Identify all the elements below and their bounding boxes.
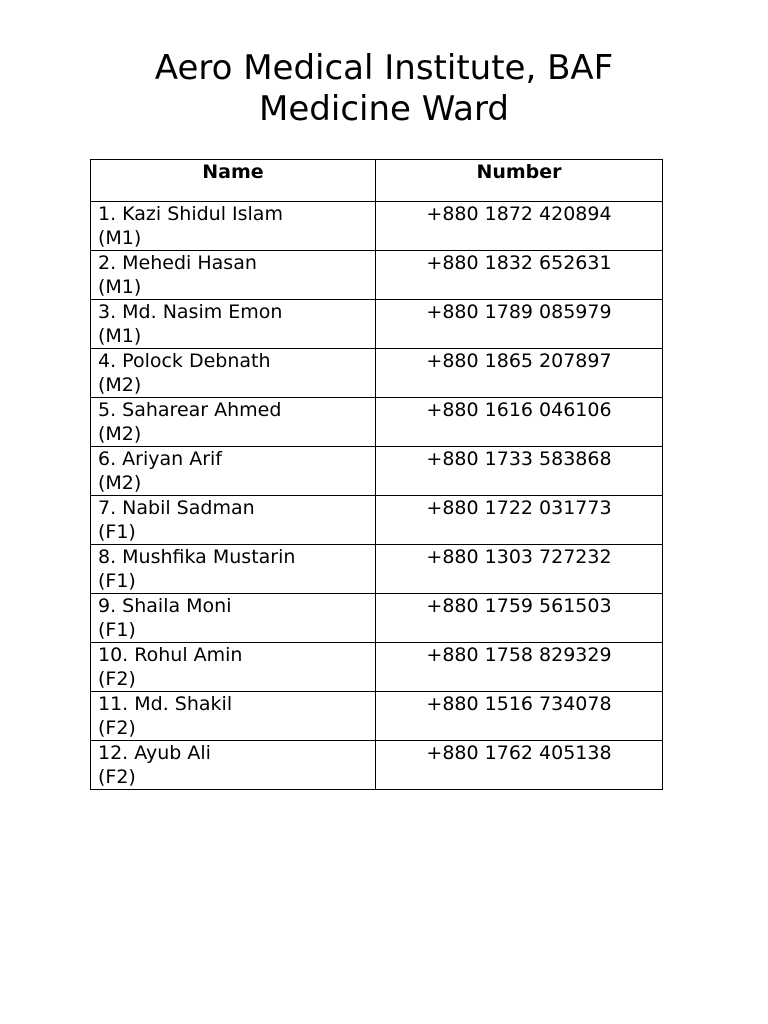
person-name: 2. Mehedi Hasan [98, 252, 257, 274]
table-header-row [91, 160, 663, 202]
person-group: (M1) [98, 227, 142, 249]
name-cell [91, 398, 376, 447]
table-row [91, 398, 663, 447]
phone-number-cell: +880 1789 085979 [376, 300, 663, 349]
name-cell [91, 202, 376, 251]
phone-number-cell: +880 1865 207897 [376, 349, 663, 398]
person-group: (F1) [98, 619, 136, 641]
table-row [91, 594, 663, 643]
phone-number-cell: +880 1616 046106 [376, 398, 663, 447]
person-group: (F2) [98, 766, 136, 788]
name-cell [91, 545, 376, 594]
table-body [91, 202, 663, 790]
person-group: (M2) [98, 423, 142, 445]
person-name: 7. Nabil Sadman [98, 497, 255, 519]
contact-table [90, 159, 663, 790]
phone-number-cell: +880 1762 405138 [376, 741, 663, 790]
name-cell [91, 251, 376, 300]
name-cell [91, 594, 376, 643]
column-header-name: Name [91, 160, 376, 202]
table-row [91, 251, 663, 300]
table-row [91, 447, 663, 496]
page-title: Aero Medical Institute, BAF [154, 48, 614, 88]
person-group: (M1) [98, 276, 142, 298]
table-row [91, 202, 663, 251]
name-cell [91, 300, 376, 349]
table-row [91, 496, 663, 545]
page-subtitle: Medicine Ward [259, 89, 509, 129]
person-name: 4. Polock Debnath [98, 350, 271, 372]
table-row [91, 349, 663, 398]
table-row [91, 741, 663, 790]
name-cell [91, 447, 376, 496]
column-header-number: Number [376, 160, 663, 202]
name-cell [91, 692, 376, 741]
person-group: (F2) [98, 717, 136, 739]
name-cell [91, 496, 376, 545]
person-name: 9. Shaila Moni [98, 595, 232, 617]
person-name: 11. Md. Shakil [98, 693, 233, 715]
person-name: 12. Ayub Ali [98, 742, 211, 764]
person-name: 10. Rohul Amin [98, 644, 243, 666]
name-cell [91, 741, 376, 790]
phone-number-cell: +880 1758 829329 [376, 643, 663, 692]
phone-number-cell: +880 1516 734078 [376, 692, 663, 741]
person-group: (M1) [98, 325, 142, 347]
table-row [91, 692, 663, 741]
person-name: 5. Saharear Ahmed [98, 399, 282, 421]
table-row [91, 545, 663, 594]
phone-number-cell: +880 1832 652631 [376, 251, 663, 300]
table-row [91, 643, 663, 692]
name-cell [91, 349, 376, 398]
person-name: 3. Md. Nasim Emon [98, 301, 283, 323]
person-group: (F1) [98, 521, 136, 543]
person-group: (F2) [98, 668, 136, 690]
phone-number-cell: +880 1759 561503 [376, 594, 663, 643]
phone-number-cell: +880 1733 583868 [376, 447, 663, 496]
person-group: (M2) [98, 374, 142, 396]
person-name: 1. Kazi Shidul Islam [98, 203, 283, 225]
person-name: 8. Mushfika Mustarin [98, 546, 296, 568]
phone-number-cell: +880 1872 420894 [376, 202, 663, 251]
phone-number-cell: +880 1722 031773 [376, 496, 663, 545]
person-group: (F1) [98, 570, 136, 592]
table-row [91, 300, 663, 349]
person-name: 6. Ariyan Arif [98, 448, 223, 470]
person-group: (M2) [98, 472, 142, 494]
name-cell [91, 643, 376, 692]
phone-number-cell: +880 1303 727232 [376, 545, 663, 594]
